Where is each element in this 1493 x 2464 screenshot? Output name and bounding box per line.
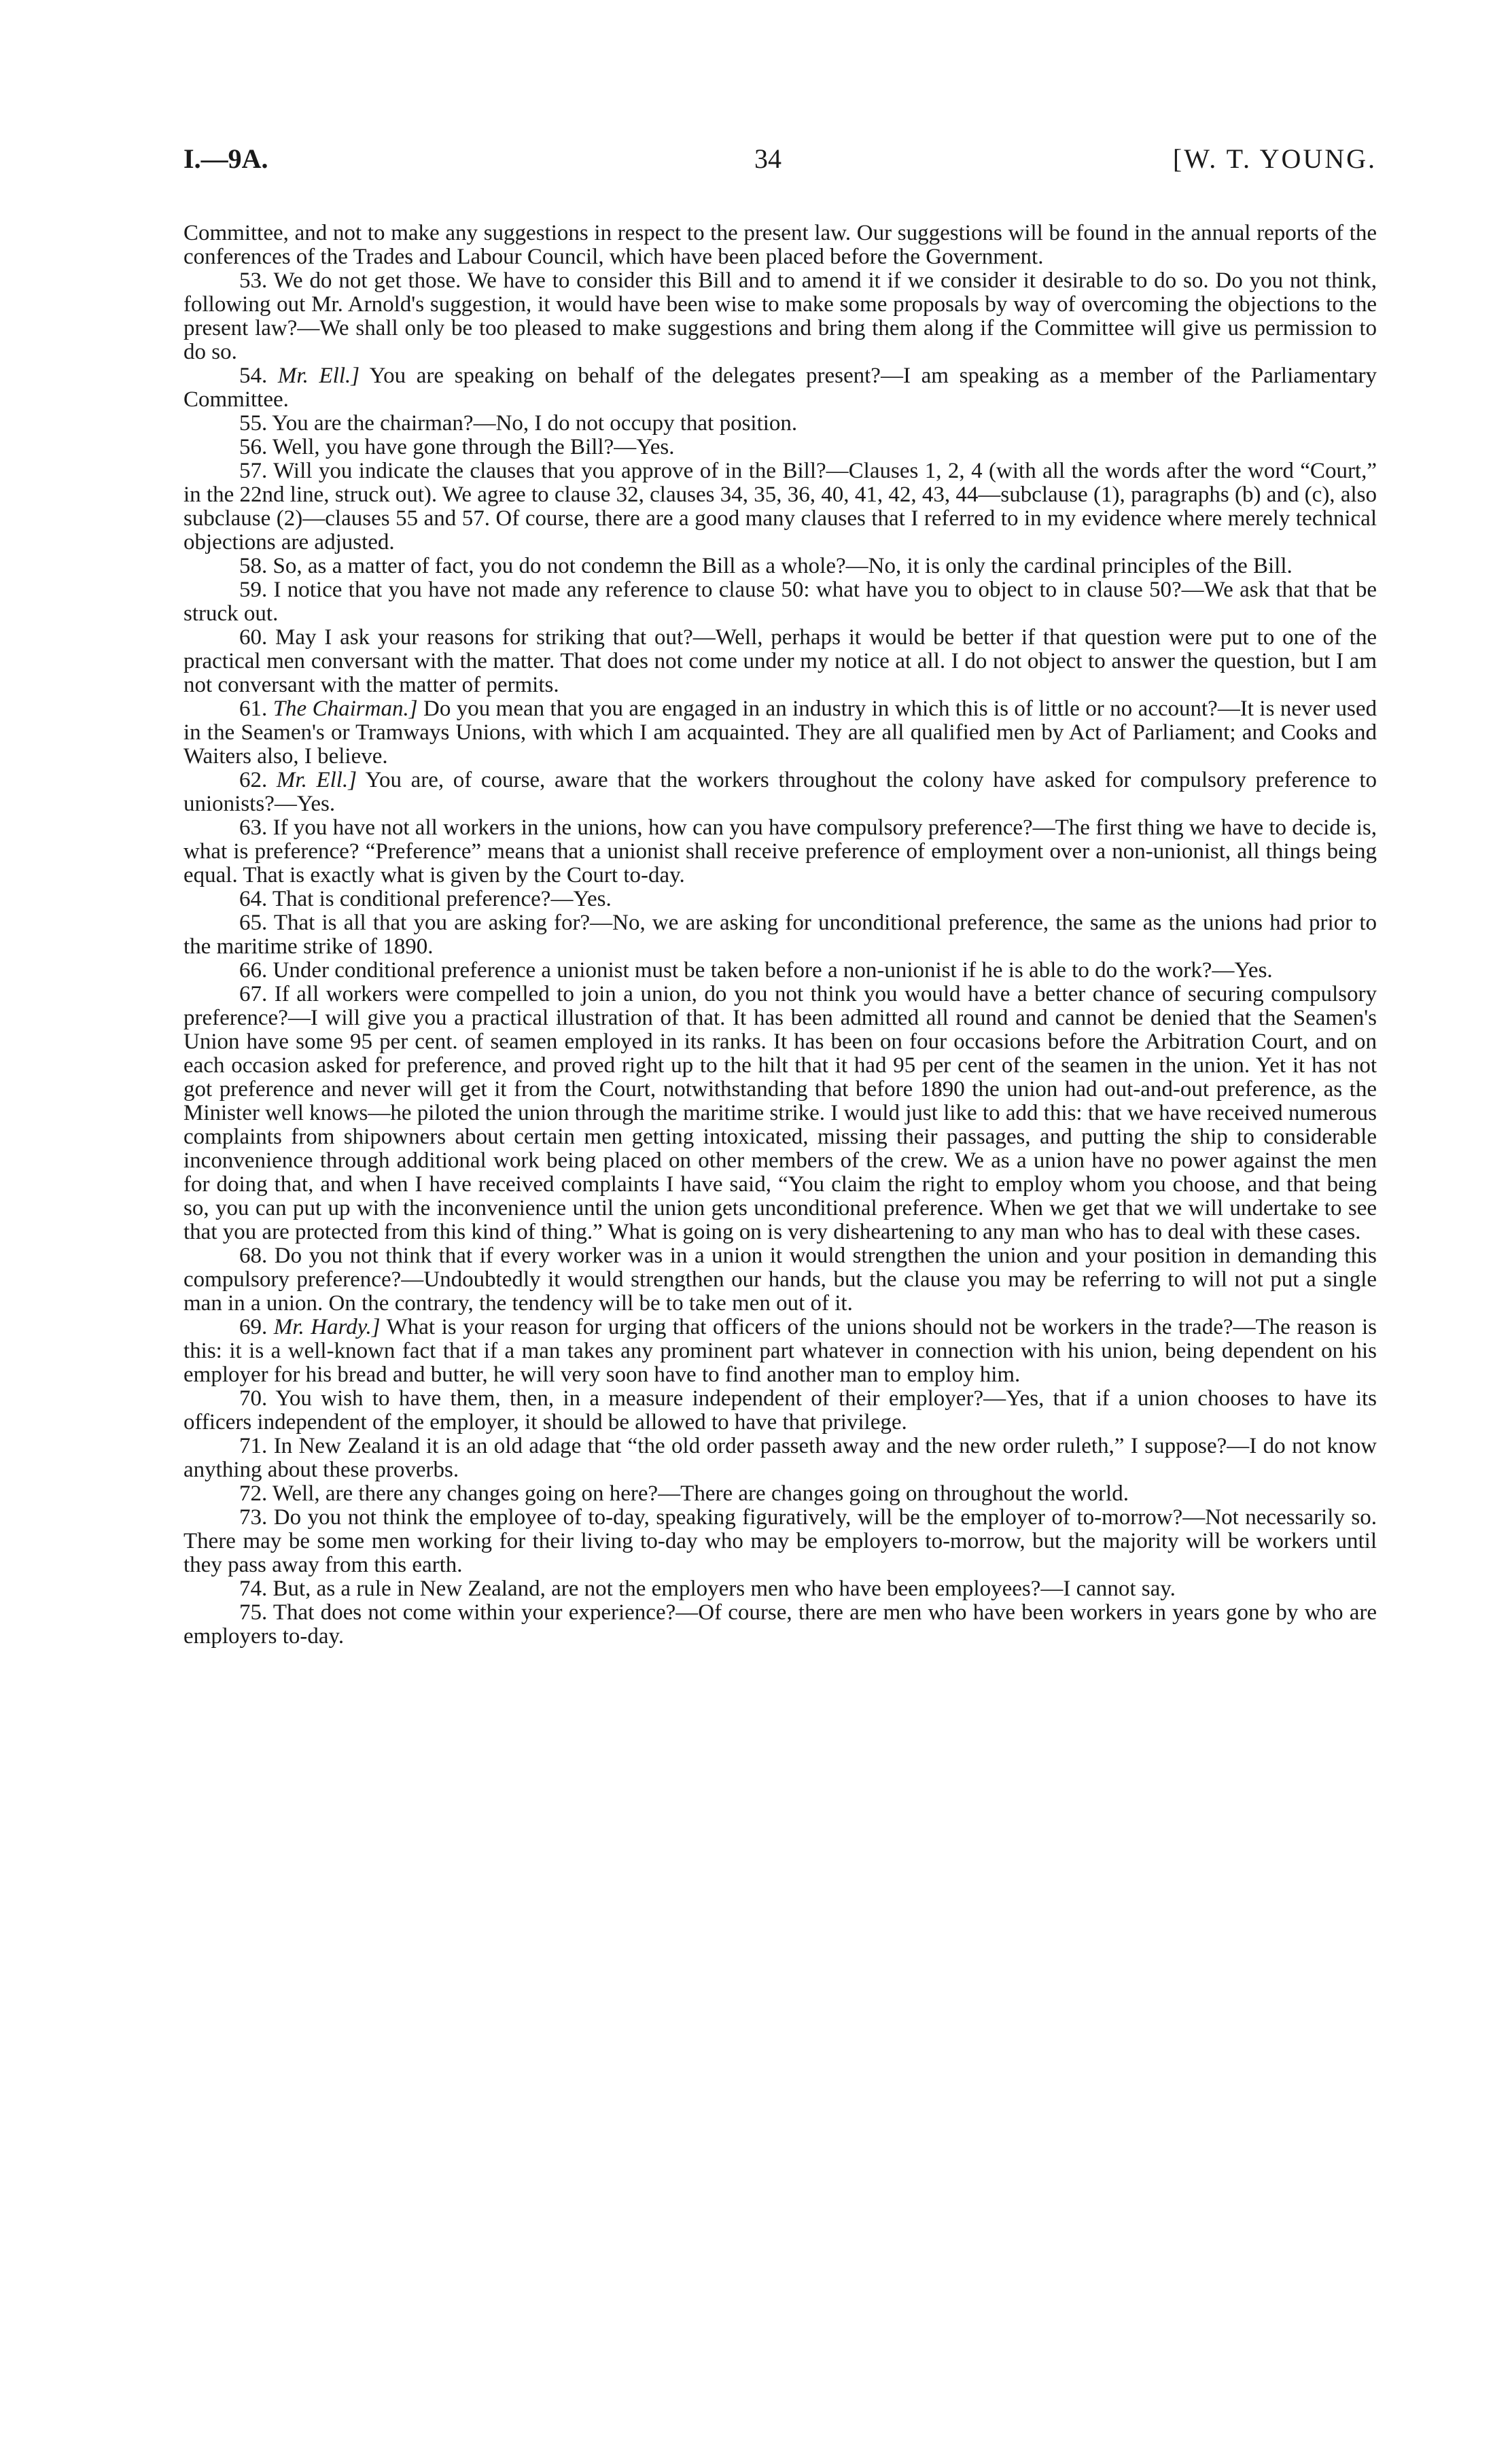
paragraph-text: What is your reason for urging that officers of the unions should not be workers in the trade?—The reason is this: it is a well-known fact that if a man takes any prominent part whatever in connection with his union, being dependent on his employer for his bread and butter, he will very soon have to find another man to employ him. xyxy=(183,1315,1377,1387)
paragraph xyxy=(183,983,1377,1244)
body-text xyxy=(183,222,1377,1649)
question-number: 71. xyxy=(239,1434,268,1458)
paragraph xyxy=(183,887,1377,911)
question-number: 64. xyxy=(239,887,268,911)
paragraph-text: May I ask your reasons for striking that out?—Well, perhaps it would be better if that question were put to one of the practical men conversant with the matter. That does not come under my notice at all. I do not object to answer the question, but I am not conversant with the matter of permits. xyxy=(183,625,1377,697)
paragraph-text: Do you not think that if every worker was in a union it would strengthen the union and your position in demanding this compulsory preference?—Undoubtedly it would strengthen our hands, but the clause you may be referring to will not put a single man in a union. On the contrary, the tendency will be to take men out of it. xyxy=(183,1244,1377,1316)
witness-name: [W. T. YOUNG. xyxy=(1172,143,1377,174)
question-number: 57. xyxy=(239,459,268,483)
paragraph-text: Will you indicate the clauses that you approve of in the Bill?—Clauses 1, 2, 4 (with all the words after the word “Court,” in the 22nd line, struck out). We agree to clause 32, clauses 34, 35, 36, 40, 41, 42, 43, 44—subclause (1), paragraphs (b) and (c), also subclause (2)—clauses 55 and 57. Of course, there are a good many clauses that I referred to in my evidence where merely technical objections are adjusted. xyxy=(183,459,1377,555)
question-number: 72. xyxy=(239,1481,268,1506)
question-number: 53. xyxy=(239,268,268,293)
page-number: 34 xyxy=(754,143,781,174)
paragraph-text: I notice that you have not made any reference to clause 50: what have you to object to in clause 50?—We ask that that be struck out. xyxy=(183,578,1377,626)
paragraph xyxy=(183,269,1377,364)
paragraph-text: If all workers were compelled to join a union, do you not think you would have a better chance of securing compulsory preference?—I will give you a practical illustration of that. It has been admitted all round and cannot be denied that the Seamen's Union have some 95 per cent. of seamen employed in its ranks. It has been on four occasions before the Arbitration Court, and on each occasion asked for preference, and proved right up to the hilt that it had 95 per cent of the seamen in the union. Yet it has not got preference and never will get it from the Court, notwithstanding that before 1890 the union had out-and-out preference, as the Minister well knows—he piloted the union through the maritime strike. I would just like to add this: that we have received numerous complaints from shipowners about certain men getting intoxicated, missing their passages, and putting the ship to considerable inconvenience through additional work being placed on other members of the crew. We as a union have no power against the men for doing that, and when I have received complaints I have said, “You claim the right to employ whom you choose, and that being so, you can put up with the inconvenience until the union gets unconditional preference. When we get that we will undertake to see that you are protected from this kind of thing.” What is going on is very disheartening to any man who has to deal with these cases. xyxy=(183,982,1377,1244)
paragraph-text: You are speaking on behalf of the delegates present?—I am speaking as a member of the Parliamentary Committee. xyxy=(183,364,1377,412)
paragraph xyxy=(183,578,1377,626)
paragraph xyxy=(183,412,1377,436)
question-number: 68. xyxy=(239,1244,268,1268)
question-number: 55. xyxy=(239,411,268,436)
paragraph-text: That does not come within your experience?—Of course, there are men who have been workers in years gone by who are employers to-day. xyxy=(183,1600,1377,1649)
paragraph-text: We do not get those. We have to consider this Bill and to amend it if we consider it desirable to do so. Do you not think, following out Mr. Arnold's suggestion, it would have been wise to make some proposals by way of overcoming the objections to the present law?—We shall only be too pleased to make suggestions and bring them along if the Committee will give us permission to do so. xyxy=(183,268,1377,364)
paragraph-text: Do you not think the employee of to-day, speaking figuratively, will be the employer of to-morrow?—Not necessarily so. There may be some men working for their living to-day who may be employers to-morrow, but the majority will be workers until they pass away from this earth. xyxy=(183,1505,1377,1577)
paragraph-text: Well, you have gone through the Bill?—Yes. xyxy=(272,435,675,459)
question-number: 58. xyxy=(239,554,268,578)
paper-reference: I.—9A. xyxy=(183,143,268,174)
paragraph xyxy=(183,1506,1377,1577)
paragraph-text: So, as a matter of fact, you do not condemn the Bill as a whole?—No, it is only the cardinal principles of the Bill. xyxy=(273,554,1293,578)
paragraph-text: Committee, and not to make any suggestions in respect to the present law. Our suggestions will be found in the annual reports of the conferences of the Trades and Labour Council, which have been placed before the Government. xyxy=(183,221,1377,269)
question-number: 69. xyxy=(239,1315,268,1339)
paragraph xyxy=(183,436,1377,459)
paragraph-text: But, as a rule in New Zealand, are not the employers men who have been employees?—I cannot say. xyxy=(273,1577,1176,1601)
question-number: 54. xyxy=(239,364,268,388)
paragraph xyxy=(183,626,1377,697)
paragraph-text: Well, are there any changes going on here?—There are changes going on throughout the world. xyxy=(272,1481,1129,1506)
paragraph-text: That is conditional preference?—Yes. xyxy=(272,887,612,911)
paragraph xyxy=(183,769,1377,816)
question-number: 70. xyxy=(239,1386,268,1411)
question-number: 73. xyxy=(239,1505,268,1530)
question-number: 62. xyxy=(239,768,268,792)
paragraph-text: You are, of course, aware that the workers throughout the colony have asked for compulsory preference to unionists?—Yes. xyxy=(183,768,1377,816)
speaker-label: Mr. Hardy.] xyxy=(273,1315,381,1339)
paragraph xyxy=(183,1316,1377,1387)
question-number: 67. xyxy=(239,982,268,1006)
paragraph xyxy=(183,1577,1377,1601)
paragraph xyxy=(183,1244,1377,1316)
question-number: 63. xyxy=(239,815,268,840)
paragraph-text: Do you mean that you are engaged in an industry in which this is of little or no account?—It is never used in the Seamen's or Tramways Unions, with which I am acquainted. They are all qualified men by Act of Parliament; and Cooks and Waiters also, I believe. xyxy=(183,697,1377,769)
question-number: 75. xyxy=(239,1600,268,1625)
paragraph xyxy=(183,1482,1377,1506)
paragraph xyxy=(183,555,1377,578)
paragraph-text: You are the chairman?—No, I do not occupy that position. xyxy=(272,411,798,436)
paragraph-text: In New Zealand it is an old adage that “the old order passeth away and the new order ruleth,” I suppose?—I do not know anything about these proverbs. xyxy=(183,1434,1377,1482)
paragraph xyxy=(183,222,1377,269)
document-page xyxy=(183,143,1377,1649)
question-number: 66. xyxy=(239,958,268,983)
question-number: 59. xyxy=(239,578,268,602)
question-number: 56. xyxy=(239,435,268,459)
speaker-label: The Chairman.] xyxy=(273,697,418,721)
paragraph xyxy=(183,364,1377,412)
speaker-label: Mr. Ell.] xyxy=(277,364,360,388)
question-number: 61. xyxy=(239,697,268,721)
page-header xyxy=(183,143,1377,181)
paragraph-text: Under conditional preference a unionist must be taken before a non-unionist if he is able to do the work?—Yes. xyxy=(273,958,1273,983)
question-number: 65. xyxy=(239,911,268,935)
paragraph xyxy=(183,911,1377,959)
speaker-label: Mr. Ell.] xyxy=(276,768,357,792)
paragraph xyxy=(183,816,1377,887)
paragraph-text: You wish to have them, then, in a measure independent of their employer?—Yes, that if a union chooses to have its officers independent of the employer, it should be allowed to have that privilege. xyxy=(183,1386,1377,1435)
paragraph xyxy=(183,959,1377,983)
paragraph xyxy=(183,1435,1377,1482)
paragraph-text: If you have not all workers in the unions, how can you have compulsory preference?—The first thing we have to decide is, what is preference? “Preference” means that a unionist shall receive preference of employment over a non-unionist, all things being equal. That is exactly what is given by the Court to-day. xyxy=(183,815,1377,887)
paragraph xyxy=(183,697,1377,769)
paragraph xyxy=(183,1601,1377,1649)
paragraph xyxy=(183,1387,1377,1435)
question-number: 60. xyxy=(239,625,268,650)
paragraph xyxy=(183,459,1377,555)
paragraph-text: That is all that you are asking for?—No, we are asking for unconditional preference, the same as the unions had prior to the maritime strike of 1890. xyxy=(183,911,1377,959)
question-number: 74. xyxy=(239,1577,268,1601)
